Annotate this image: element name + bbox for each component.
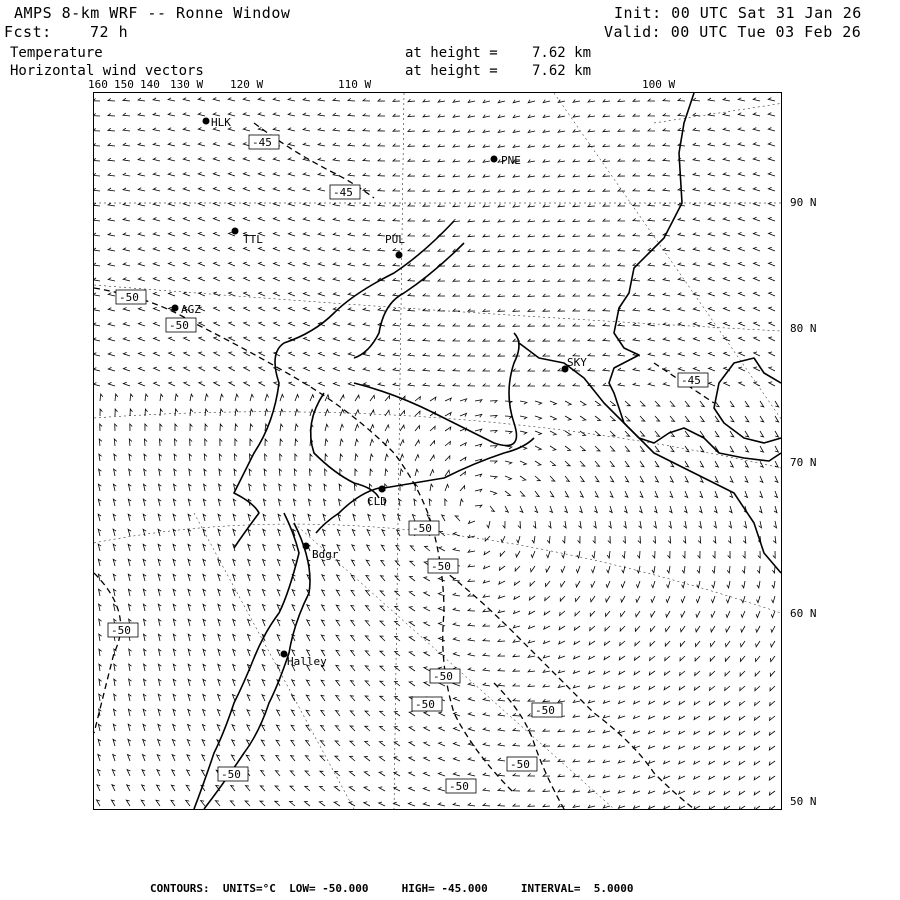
init-time: Init: 00 UTC Sat 31 Jan 26 [614,4,862,22]
station-label: CLD [367,495,387,508]
contour-label: -50 [169,319,189,332]
contour-footer: CONTOURS: UNITS=°C LOW= -50.000 HIGH= -45.000 INTERVAL= 5.0000 [150,882,634,895]
lat-label: 70 N [790,456,817,469]
lon-label: 160 [88,78,108,91]
lat-label: 50 N [790,795,817,808]
contour-label: -50 [412,522,432,535]
contour-label: -50 [449,780,469,793]
forecast-value: 72 h [90,23,129,41]
temperature-contours [94,123,714,809]
contour-label: -50 [221,768,241,781]
lon-label: 100 W [642,78,676,91]
station-label: SKY [567,356,587,369]
lat-label: 90 N [790,196,817,209]
field-height-label-2: at height = [405,63,498,79]
map-title: AMPS 8-km WRF -- Ronne Window [14,4,291,22]
lat-label: 60 N [790,607,817,620]
station-label: PNE [501,154,521,167]
field-height-label-1: at height = [405,45,498,61]
valid-time: Valid: 00 UTC Tue 03 Feb 26 [604,23,862,41]
map-plot-area [93,92,782,810]
contour-label: -45 [333,186,353,199]
contour-label: -50 [510,758,530,771]
field-name-wind: Horizontal wind vectors [10,63,204,79]
contour-label: -50 [433,670,453,683]
lat-label: 80 N [790,322,817,335]
station-label: TTL [243,233,263,246]
contour-label: -50 [431,560,451,573]
station-label: HLK [211,116,231,129]
contour-label: -45 [681,374,701,387]
field-height-value-2: 7.62 km [532,63,592,79]
lon-label: 130 W [170,78,204,91]
field-name-temperature: Temperature [10,45,103,61]
lon-label: 110 W [338,78,372,91]
lon-label: 120 W [230,78,264,91]
station-label: PUL [385,233,405,246]
station-label: Bdgr [312,548,339,561]
lon-label: 150 [114,78,134,91]
contour-label: -50 [535,704,555,717]
contour-label: -50 [111,624,131,637]
coastline [194,93,781,809]
contour-label: -50 [119,291,139,304]
station-label: Halley [287,655,327,668]
field-height-value-1: 7.62 km [532,45,592,61]
forecast-label: Fcst: [4,23,52,41]
station-label: AGZ [181,303,201,316]
contour-label: -45 [252,136,272,149]
contour-label: -50 [415,698,435,711]
lon-label: 140 [140,78,160,91]
